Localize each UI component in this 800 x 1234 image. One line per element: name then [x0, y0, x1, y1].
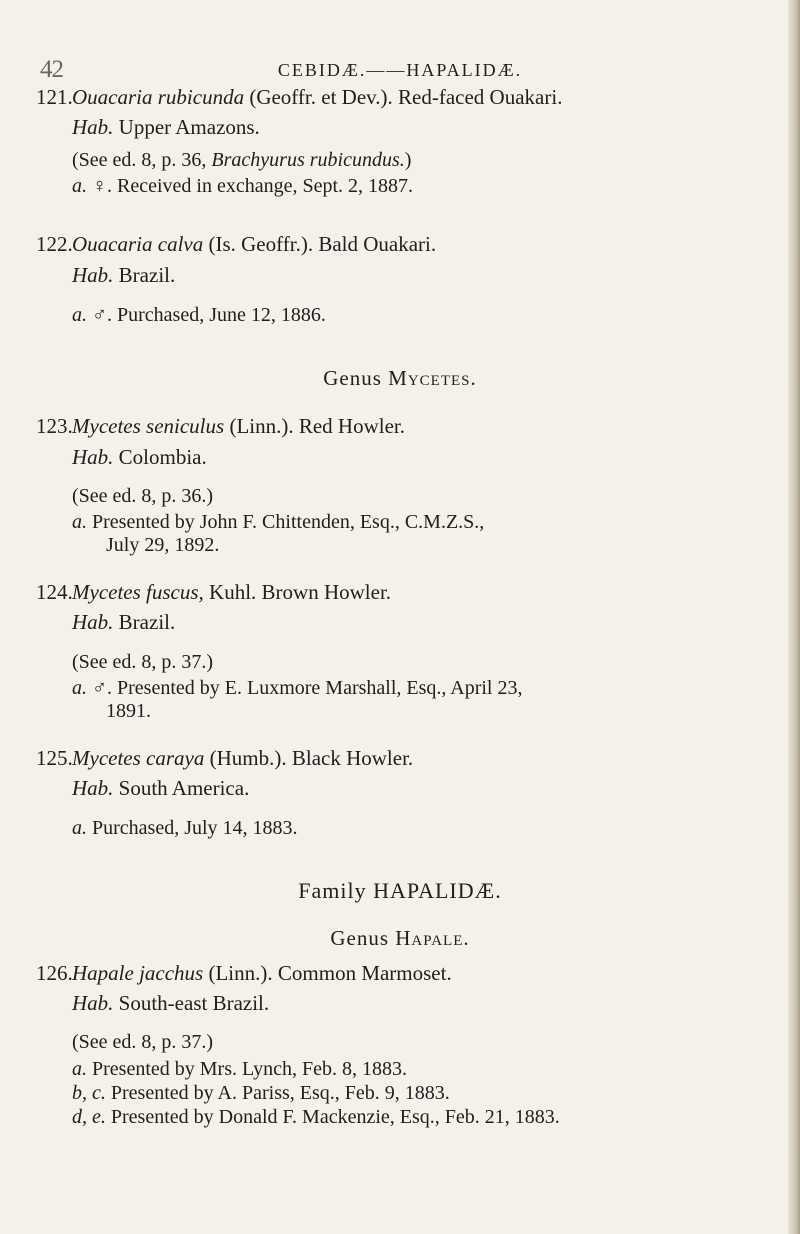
species-name: Ouacaria calva: [72, 232, 204, 256]
entry-number: 123.: [36, 414, 73, 438]
item-label: a.: [72, 817, 87, 839]
authority: (Linn.).: [208, 961, 273, 985]
item-label: a.: [72, 175, 87, 197]
entry-number: 124.: [36, 580, 73, 604]
hab-value: Brazil.: [118, 263, 176, 287]
family-heading: Family HAPALIDÆ.: [298, 878, 502, 903]
genus-prefix: Genus: [323, 366, 382, 390]
entry-number: 122.: [36, 232, 73, 256]
hab-value: South-east Brazil.: [118, 991, 270, 1015]
common-name: Common Marmoset.: [277, 961, 452, 985]
habitat: [72, 775, 249, 801]
specimen-item: [72, 1056, 407, 1082]
item-text: Presented by Mrs. Lynch, Feb. 8, 1883.: [92, 1058, 407, 1080]
species-name: Mycetes caraya: [72, 746, 205, 770]
entry-number: 121.: [36, 85, 73, 109]
authority: (Geoffr. et Dev.).: [249, 85, 393, 109]
see-reference: (See ed. 8, p. 37.): [72, 1031, 214, 1053]
species-name: Mycetes seniculus: [72, 414, 225, 438]
specimen-item: [72, 1104, 560, 1130]
genus-name: Mycetes.: [388, 366, 477, 390]
page-number: 42: [40, 56, 63, 83]
habitat: [72, 609, 175, 635]
see-post: ): [404, 149, 412, 171]
common-name: Black Howler.: [291, 746, 414, 770]
item-text: Purchased, July 14, 1883.: [92, 817, 298, 839]
item-text: Presented by A. Pariss, Esq., Feb. 9, 1883.: [110, 1082, 450, 1104]
hab-value: South America.: [118, 776, 250, 800]
authority: (Humb.).: [209, 746, 287, 770]
hab-label: Hab.: [72, 991, 114, 1015]
item-label: a.: [72, 511, 87, 533]
entry-number: 126.: [36, 961, 73, 985]
see-italic: Brachyurus rubicundus.: [211, 149, 405, 171]
genus-heading-mycetes: [0, 366, 800, 391]
item-label: a.: [72, 304, 87, 326]
genus-name: Hapale.: [395, 926, 470, 950]
species-name: Ouacaria rubicunda: [72, 85, 245, 109]
hab-label: Hab.: [72, 610, 114, 634]
hab-label: Hab.: [72, 263, 114, 287]
item-text: Presented by Donald F. Mackenzie, Esq., Feb. 21, 1883.: [110, 1106, 560, 1128]
species-name: Mycetes fuscus,: [72, 580, 204, 604]
common-name: Red Howler.: [298, 414, 406, 438]
entry-title: [72, 84, 562, 110]
species-name: Hapale jacchus: [72, 961, 204, 985]
authority: (Linn.).: [229, 414, 294, 438]
specimen-item: [72, 302, 326, 328]
entry-title: [72, 231, 436, 257]
entry-title: [72, 745, 413, 771]
see-pre: (See ed. 8, p. 36,: [72, 149, 207, 171]
entry-title: [72, 413, 405, 439]
habitat: [72, 444, 207, 470]
authority: (Is. Geoffr.).: [208, 232, 314, 256]
item-text: ♀. Received in exchange, Sept. 2, 1887.: [92, 175, 414, 197]
page-edge: [788, 0, 800, 1234]
item-label: a.: [72, 1058, 87, 1080]
item-continuation: July 29, 1892.: [106, 534, 220, 556]
item-label: a.: [72, 677, 87, 699]
see-reference: (See ed. 8, p. 37.): [72, 651, 214, 673]
habitat: [72, 990, 269, 1016]
see-reference: [72, 147, 411, 173]
habitat: [72, 114, 260, 140]
common-name: Red-faced Ouakari.: [398, 85, 563, 109]
running-head: CEBIDÆ.——HAPALIDÆ.: [277, 60, 523, 80]
common-name: Bald Ouakari.: [318, 232, 437, 256]
specimen-item: [72, 1080, 450, 1106]
hab-value: Upper Amazons.: [118, 115, 260, 139]
hab-value: Brazil.: [118, 610, 176, 634]
specimen-item: [72, 173, 413, 199]
item-continuation: 1891.: [106, 700, 151, 722]
item-label: b, c.: [72, 1082, 106, 1104]
item-text: ♂. Purchased, June 12, 1886.: [92, 304, 326, 326]
entry-number: 125.: [36, 746, 73, 770]
genus-prefix: Genus: [330, 926, 390, 950]
genus-heading-hapale: [0, 926, 800, 951]
item-text: ♂. Presented by E. Luxmore Marshall, Esq., April 23,: [92, 677, 523, 699]
hab-label: Hab.: [72, 115, 114, 139]
hab-value: Colombia.: [118, 445, 207, 469]
habitat: [72, 262, 175, 288]
specimen-item: [72, 815, 298, 841]
hab-label: Hab.: [72, 445, 114, 469]
entry-title: [72, 960, 452, 986]
item-text: Presented by John F. Chittenden, Esq., C.M.Z.S.,: [92, 511, 485, 533]
hab-label: Hab.: [72, 776, 114, 800]
authority: Kuhl.: [209, 580, 257, 604]
see-reference: (See ed. 8, p. 36.): [72, 485, 214, 507]
entry-title: [72, 579, 391, 605]
common-name: Brown Howler.: [261, 580, 392, 604]
item-label: d, e.: [72, 1106, 106, 1128]
